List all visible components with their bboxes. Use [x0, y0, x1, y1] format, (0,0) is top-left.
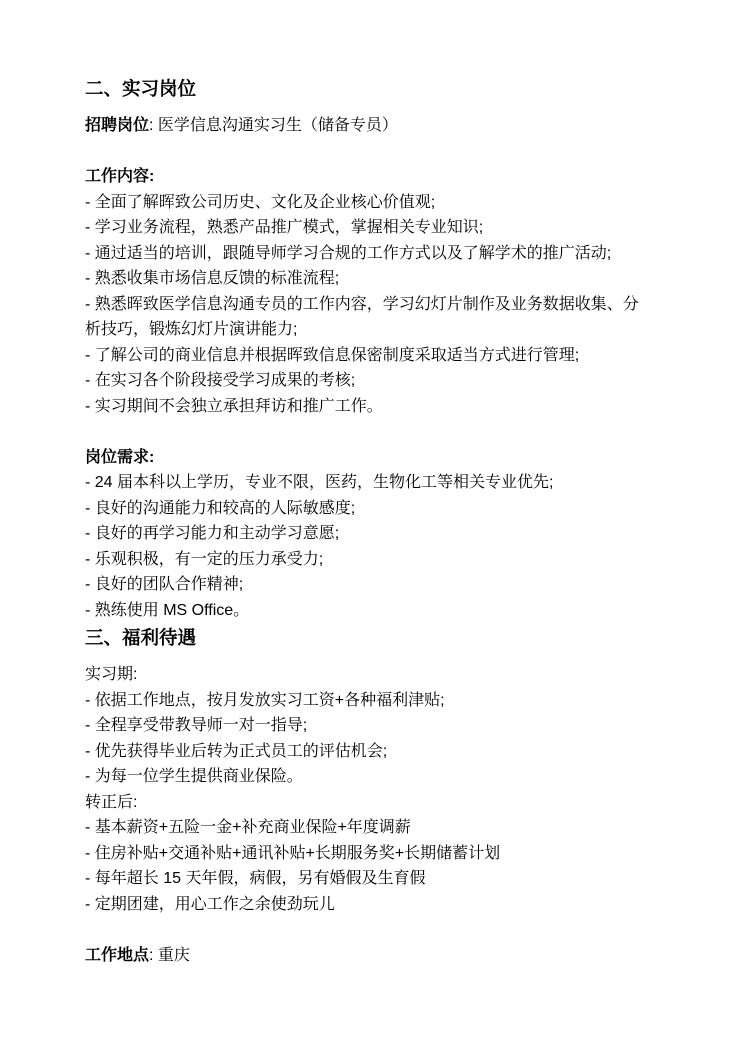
requirement-item: - 良好的团队合作精神;	[85, 576, 244, 593]
requirement-item: - 24 届本科以上学历，专业不限，医药，生物化工等相关专业优先;	[85, 474, 554, 491]
section-heading-internship-position: 二、实习岗位	[85, 78, 197, 99]
work-content-item: - 通过适当的培训，跟随导师学习合规的工作方式以及了解学术的推广活动;	[85, 244, 612, 262]
work-content-item: - 学习业务流程，熟悉产品推广模式，掌握相关专业知识;	[85, 219, 484, 236]
requirement-item: - 良好的再学习能力和主动学习意愿;	[85, 525, 340, 542]
internship-benefit-item: - 为每一位学生提供商业保险。	[85, 768, 303, 785]
section-heading-benefits: 三、福利待遇	[85, 627, 197, 648]
internship-benefit-item: - 依据工作地点，按月发放实习工资+各种福利津贴;	[85, 691, 445, 709]
work-location-label: 工作地点	[85, 946, 150, 964]
after-conversion-label: 转正后:	[85, 793, 138, 811]
work-content-item: - 了解公司的商业信息并根据晖致信息保密制度采取适当方式进行管理;	[85, 346, 580, 364]
requirement-item: - 良好的沟通能力和较高的人际敏感度;	[85, 499, 356, 517]
after-conversion-item: - 每年超长 15 天年假，病假，另有婚假及生育假	[85, 870, 426, 887]
work-content-label: 工作内容:	[85, 168, 155, 185]
work-content-item: - 熟悉收集市场信息反馈的标准流程;	[85, 270, 340, 287]
work-content-item: - 在实习各个阶段接受学习成果的考核;	[85, 372, 356, 389]
after-conversion-item: - 基本薪资+五险一金+补充商业保险+年度调薪	[85, 819, 411, 836]
internship-benefit-item: - 优先获得毕业后转为正式员工的评估机会;	[85, 742, 388, 760]
recruit-position-label: 招聘岗位	[85, 117, 150, 134]
requirement-item: - 熟练使用 MS Office。	[85, 601, 250, 619]
work-content-item: - 实习期间不会独立承担拜访和推广工作。	[85, 397, 383, 415]
requirement-item: - 乐观积极，有一定的压力承受力;	[85, 550, 324, 568]
after-conversion-item: - 住房补贴+交通补贴+通讯补贴+长期服务奖+长期储蓄计划	[85, 844, 501, 862]
recruit-position-value: : 医学信息沟通实习生（储备专员）	[149, 117, 398, 134]
work-content-item: - 熟悉晖致医学信息沟通专员的工作内容，学习幻灯片制作及业务数据收集、分析技巧，锻炼幻灯片演讲能力;	[85, 295, 639, 338]
internship-period-label: 实习期:	[85, 666, 138, 683]
recruit-position-line	[85, 113, 653, 139]
internship-benefit-item: - 全程享受带教导师一对一指导;	[85, 717, 308, 734]
requirements-label: 岗位需求:	[85, 448, 155, 466]
work-location-line	[85, 943, 653, 969]
work-content-item: - 全面了解晖致公司历史、文化及企业核心价值观;	[85, 193, 436, 211]
work-location-value: : 重庆	[149, 946, 190, 964]
after-conversion-item: - 定期团建，用心工作之余使劲玩儿	[85, 895, 335, 913]
